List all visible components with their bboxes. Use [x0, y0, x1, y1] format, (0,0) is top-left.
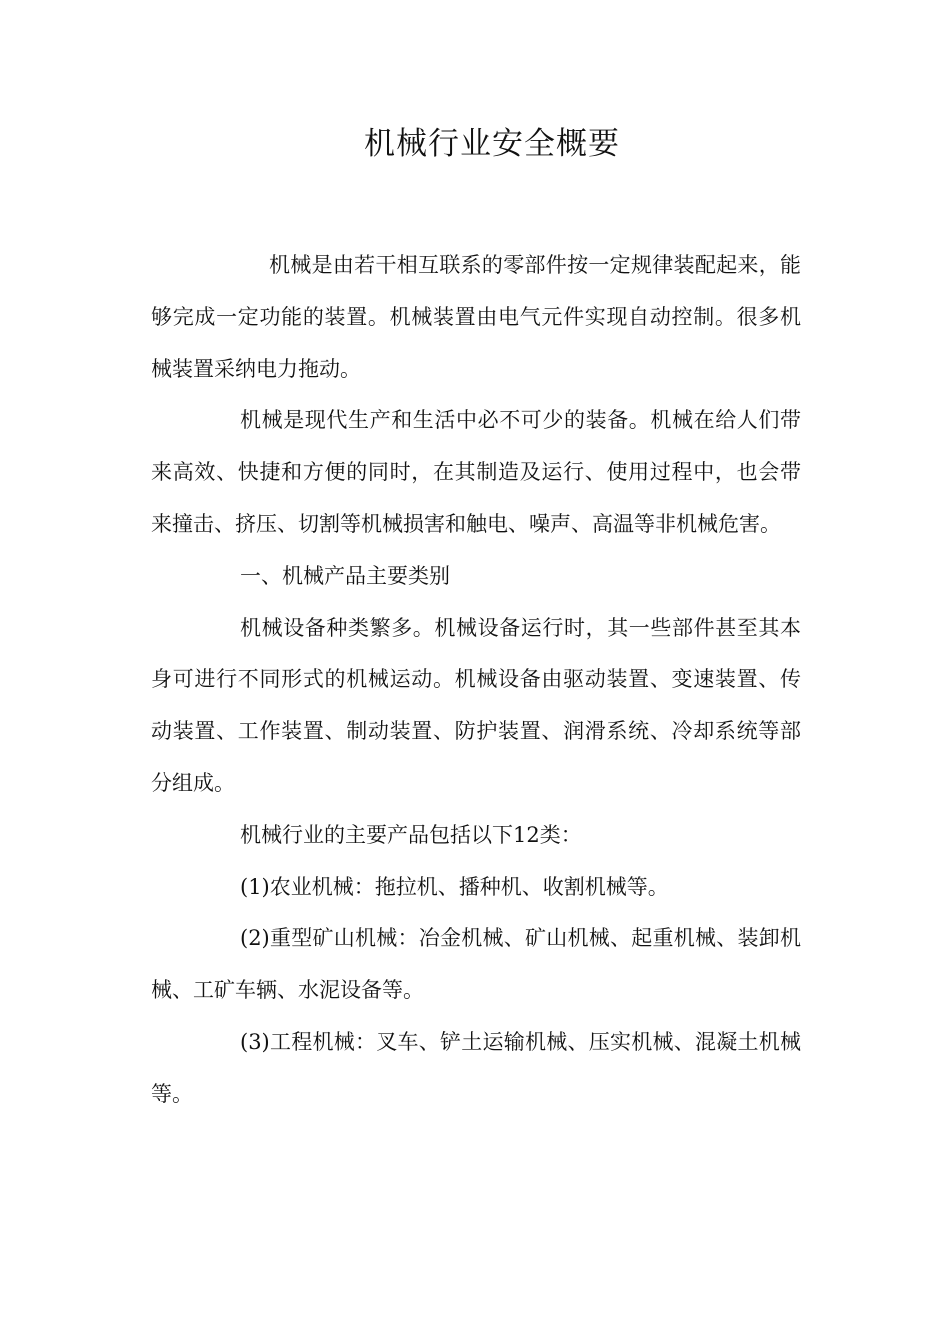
document-body: [151, 240, 801, 1121]
section-heading: 一、机械产品主要类别: [240, 563, 450, 588]
document-title: 机械行业安全概要: [364, 126, 620, 162]
paragraph-4: 机械行业的主要产品包括以下12类：: [240, 822, 582, 847]
list-item-1: (1)农业机械：拖拉机、播种机、收割机械等。: [240, 874, 669, 899]
list-item-2: (2)重型矿山机械：冶金机械、矿山机械、起重机械、装卸机械、工矿车辆、水泥设备等。: [151, 926, 801, 1003]
paragraph-1: 机械是由若干相互联系的零部件按一定规律装配起来，能够完成一定功能的装置。机械装置由电气元件实现自动控制。很多机械装置采纳电力拖动。: [151, 253, 801, 381]
paragraph-2: 机械是现代生产和生活中必不可少的装备。机械在给人们带来高效、快捷和方便的同时，在其制造及运行、使用过程中，也会带来撞击、挤压、切割等机械损害和触电、噪声、高温等非机械危害。: [151, 408, 801, 536]
list-item-3: (3)工程机械：叉车、铲土运输机械、压实机械、混凝土机械等。: [151, 1029, 801, 1106]
paragraph-3: 机械设备种类繁多。机械设备运行时，其一些部件甚至其本身可进行不同形式的机械运动。机械设备由驱动装置、变速装置、传动装置、工作装置、制动装置、防护装置、润滑系统、冷却系统等部分组成。: [151, 615, 801, 795]
